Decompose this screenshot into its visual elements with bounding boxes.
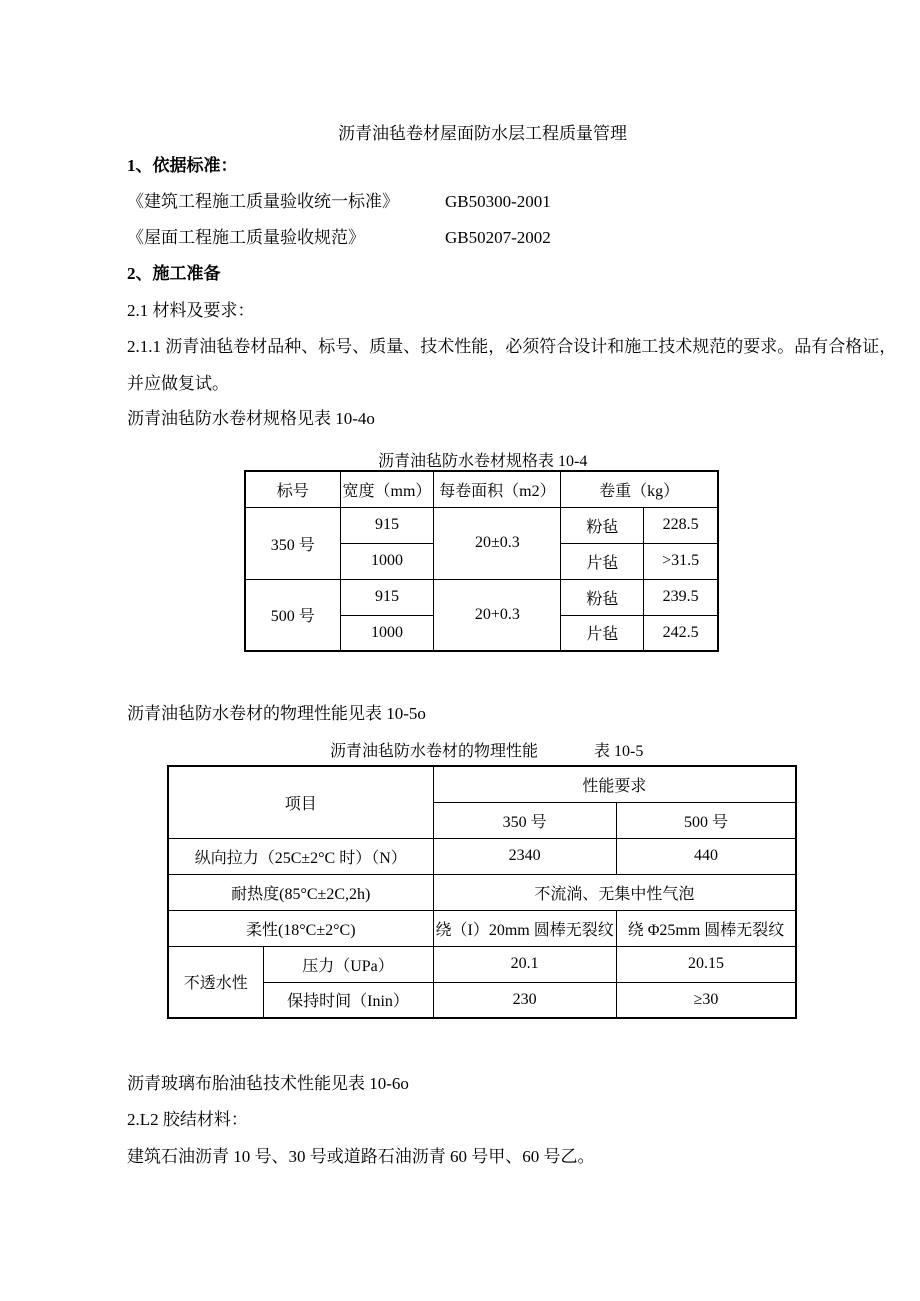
paragraph-binding-materials-detail: 建筑石油沥青 10 号、30 号或道路石油沥青 60 号甲、60 号乙。 [127, 1147, 595, 1166]
cell-350-width-1000: 1000 [340, 543, 434, 579]
cell-500-weight-1: 239.5 [644, 579, 718, 615]
table1-header-width: 宽度（mm） [340, 471, 434, 507]
paragraph-binding-materials-heading: 2.L2 胶结材料： [127, 1110, 248, 1129]
table-physical-properties [167, 765, 797, 1019]
heading-preparation: 2、施工准备 [127, 264, 221, 283]
cell-350-weight-2: >31.5 [644, 543, 718, 579]
cell-350-width-915: 915 [340, 507, 434, 543]
standard-code-1: GB50300-2001 [445, 192, 551, 211]
table2-header-requirement: 性能要求 [433, 766, 796, 802]
table2-header-row-1 [168, 766, 796, 802]
cell-pressure-350: 20.1 [433, 946, 616, 982]
table-row [168, 982, 796, 1018]
standard-code-2: GB50207-2002 [445, 228, 551, 247]
table1-header-area: 每卷面积（m2） [434, 471, 561, 507]
standard-row-1 [127, 191, 551, 212]
cell-grade-350: 350 号 [245, 507, 340, 579]
cell-500-width-1000: 1000 [340, 615, 434, 651]
table2-caption-text: 沥青油毡防水卷材的物理性能 [330, 743, 539, 760]
table-row [245, 579, 718, 615]
cell-350-felt-type-2: 片毡 [561, 543, 644, 579]
cell-tensile-label: 纵向拉力（25C±2°C 时）（N） [168, 838, 433, 874]
cell-heat-value: 不流淌、无集中性气泡 [433, 874, 796, 910]
cell-tensile-350: 2340 [433, 838, 616, 874]
table-row [168, 910, 796, 946]
cell-500-width-915: 915 [340, 579, 434, 615]
cell-500-felt-type-1: 粉毡 [561, 579, 644, 615]
cell-500-felt-type-2: 片毡 [561, 615, 644, 651]
cell-pressure-label: 压力（UPa） [263, 946, 433, 982]
table2-header-item: 项目 [168, 766, 433, 838]
cell-350-felt-type-1: 粉毡 [561, 507, 644, 543]
table2-header-350: 350 号 [433, 802, 616, 838]
heading-standards: 1、依据标准： [127, 156, 238, 175]
table2-header-500: 500 号 [616, 802, 796, 838]
table-row [245, 507, 718, 543]
paragraph-2-1-1-line2: 并应做复试。 [127, 374, 229, 393]
cell-350-area: 20±0.3 [434, 507, 561, 579]
table1-header-weight: 卷重（kg） [561, 471, 718, 507]
cell-holdtime-350: 230 [433, 982, 616, 1018]
cell-tensile-500: 440 [616, 838, 796, 874]
cell-grade-500: 500 号 [245, 579, 340, 651]
cell-heat-label: 耐热度(85°C±2C,2h) [168, 874, 433, 910]
table-felt-specifications [244, 470, 719, 652]
standard-name-1: 《建筑工程施工质量验收统一标准》 [127, 192, 399, 211]
cell-impermeability-label: 不透水性 [168, 946, 263, 1018]
table1-caption: 沥青油毡防水卷材规格表 10-4 [378, 453, 588, 470]
table-row [168, 838, 796, 874]
paragraph-materials-requirements: 2.1 材料及要求： [127, 301, 255, 320]
standard-row-2 [127, 227, 551, 248]
table-row [168, 874, 796, 910]
paragraph-table2-reference: 沥青油毡防水卷材的物理性能见表 10-5o [127, 704, 426, 723]
cell-350-weight-1: 228.5 [644, 507, 718, 543]
table1-header-row [245, 471, 718, 507]
cell-flex-500: 绕 Φ25mm 圆棒无裂纹 [616, 910, 796, 946]
paragraph-table1-reference: 沥青油毡防水卷材规格见表 10-4o [127, 409, 375, 428]
cell-holdtime-500: ≥30 [616, 982, 796, 1018]
page-title: 沥青油毡卷材屋面防水层工程质量管理 [338, 124, 627, 143]
cell-pressure-500: 20.15 [616, 946, 796, 982]
cell-500-weight-2: 242.5 [644, 615, 718, 651]
cell-500-area: 20+0.3 [434, 579, 561, 651]
cell-flex-label: 柔性(18°C±2°C) [168, 910, 433, 946]
standard-name-2: 《屋面工程施工质量验收规范》 [127, 228, 365, 247]
table2-caption-ref: 表 10-5 [594, 743, 644, 760]
table1-header-grade: 标号 [245, 471, 340, 507]
paragraph-2-1-1-line1: 2.1.1 沥青油毡卷材品种、标号、质量、技术性能，必须符合设计和施工技术规范的要求。品有合格证， [127, 337, 897, 356]
paragraph-table3-reference: 沥青玻璃布胎油毡技术性能见表 10-6o [127, 1074, 409, 1093]
cell-holdtime-label: 保持时间（Inin） [263, 982, 433, 1018]
cell-flex-350: 绕（I）20mm 圆棒无裂纹 [433, 910, 616, 946]
table2-caption [330, 738, 643, 761]
table-row [168, 946, 796, 982]
